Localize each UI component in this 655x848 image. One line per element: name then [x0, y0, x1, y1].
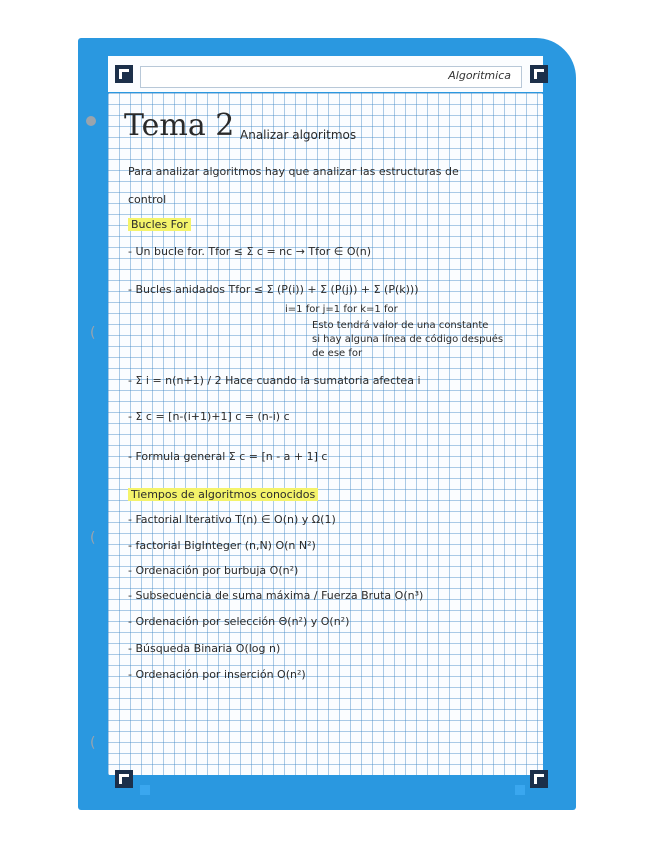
intro-line-1: Para analizar algoritmos hay que analizar las estructuras de — [128, 165, 459, 178]
side-note: de ese for — [312, 348, 363, 359]
complexity-item: - Ordenación por inserción O(n²) — [128, 668, 306, 681]
intro-line-2: control — [128, 193, 167, 206]
corner-marker-left — [140, 785, 150, 795]
brand-logo-top-right — [530, 65, 548, 83]
subject-box — [140, 66, 522, 88]
note-item: - Un bucle for. Tfor ≤ Σ c = nc → Tfor ∈ O(n) — [128, 245, 372, 258]
complexity-item: - Ordenación por burbuja O(n²) — [128, 564, 299, 577]
complexity-item: - Búsqueda Binaria O(log n) — [128, 642, 281, 655]
note-item: - Σ c = [n-(i+1)+1] c = (n-i) c — [128, 410, 290, 423]
corner-marker-right — [515, 785, 525, 795]
note-item-subscripts: i=1 for j=1 for k=1 for — [285, 304, 398, 315]
side-note: Esto tendrá valor de una constante — [312, 320, 489, 331]
section-heading — [128, 218, 191, 231]
side-note: si hay alguna línea de código después — [312, 334, 504, 345]
binder-hole — [86, 116, 96, 126]
complexity-item: - Factorial Iterativo T(n) ∈ O(n) y Ω(1) — [128, 513, 336, 526]
section-heading-text: Tiempos de algoritmos conocidos — [128, 488, 318, 501]
complexity-item: - Subsecuencia de suma máxima / Fuerza Bruta O(n³) — [128, 589, 424, 602]
note-item: - Σ i = n(n+1) / 2 Hace cuando la sumatoria afectea i — [128, 374, 421, 387]
complexity-item: - Ordenación por selección Θ(n²) y O(n²) — [128, 615, 350, 628]
brand-logo-bottom-left — [115, 770, 133, 788]
note-item: - Formula general Σ c = [n - a + 1] c — [128, 450, 328, 463]
binder-ring-mark: ( — [90, 735, 96, 751]
binder-ring-mark: ( — [90, 530, 96, 546]
section-heading-text: Bucles For — [128, 218, 191, 231]
note-item: - Bucles anidados Tfor ≤ Σ (P(i)) + Σ (P(j)) + Σ (P(k))) — [128, 283, 419, 296]
page-title: Tema 2 — [124, 108, 235, 143]
brand-logo-top-left — [115, 65, 133, 83]
binder-ring-mark: ( — [90, 325, 96, 341]
page-subtitle: Analizar algoritmos — [240, 128, 357, 142]
section-heading — [128, 488, 318, 501]
brand-logo-bottom-right — [530, 770, 548, 788]
subject-text: Algoritmica — [448, 69, 511, 82]
complexity-item: - factorial BigInteger (n,N) O(n N²) — [128, 539, 316, 552]
